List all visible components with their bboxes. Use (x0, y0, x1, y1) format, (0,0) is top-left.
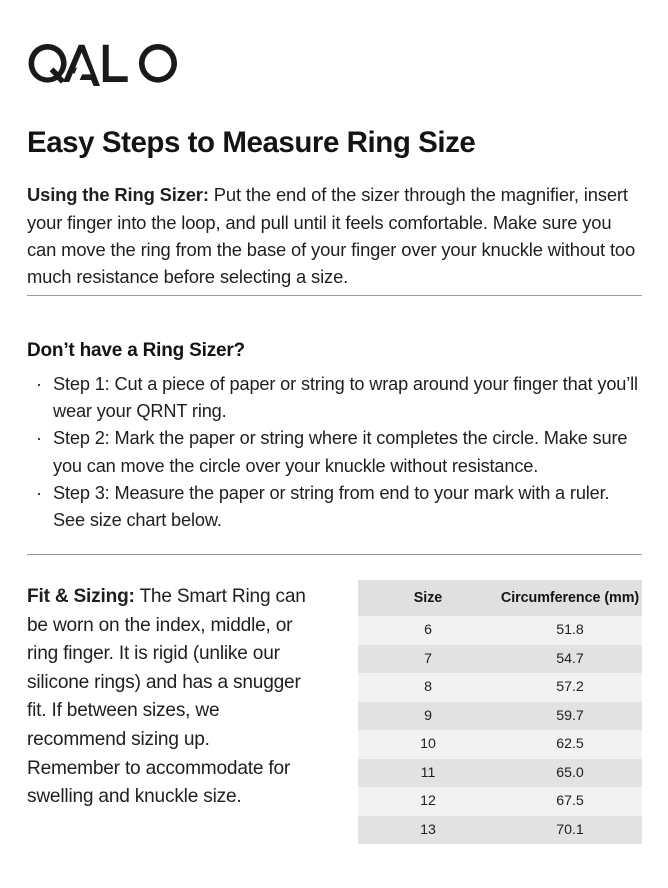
cell-size: 7 (358, 645, 498, 674)
cell-circumference: 67.5 (498, 787, 642, 816)
cell-circumference: 70.1 (498, 816, 642, 845)
table-header-row (358, 580, 642, 616)
cell-size: 11 (358, 759, 498, 788)
no-ring-sizer-heading: Don’t have a Ring Sizer? (27, 339, 245, 361)
cell-circumference: 51.8 (498, 616, 642, 645)
cell-circumference: 54.7 (498, 645, 642, 674)
fit-and-sizing-body-2: Remember to accommodate for swelling and knuckle size. (27, 757, 291, 808)
table-row (358, 759, 642, 788)
qalo-logo (28, 44, 178, 86)
cell-size: 12 (358, 787, 498, 816)
fit-and-sizing-paragraph (27, 583, 317, 812)
list-item (34, 425, 642, 479)
bullet-icon: · (36, 482, 42, 503)
table-row (358, 616, 642, 645)
cell-circumference: 65.0 (498, 759, 642, 788)
list-item-label: Step 3: Measure the paper or string from end to your mark with a ruler. See size chart below. (53, 482, 610, 531)
page-title: Easy Steps to Measure Ring Size (27, 125, 476, 159)
cell-size: 6 (358, 616, 498, 645)
fit-and-sizing-body: The Smart Ring can be worn on the index, middle, or ring finger. It is rigid (unlike our silicone rings) and has a snugger fit. If between sizes, we recommend sizing up. (27, 586, 306, 750)
size-chart-body (358, 616, 642, 844)
using-ring-sizer-body: Put the end of the sizer through the magnifier, insert your finger into the loop, and pull until it feels comfortable. Make sure you can move the ring from the base of your finger over your knuckle without too much resistance before selecting a size. (27, 184, 636, 287)
using-ring-sizer-paragraph (27, 181, 641, 290)
bullet-icon: · (36, 374, 42, 394)
table-row (358, 673, 642, 702)
divider-bottom (27, 554, 642, 555)
bullet-icon: · (36, 428, 42, 449)
list-item (34, 371, 642, 425)
cell-size: 8 (358, 673, 498, 702)
list-item-label: Step 2: Mark the paper or string where it completes the circle. Make sure you can move the circle over your knuckle without resistance. (53, 428, 628, 476)
cell-size: 9 (358, 702, 498, 731)
size-chart-table (358, 580, 642, 844)
cell-size: 13 (358, 816, 498, 845)
table-row (358, 645, 642, 674)
cell-circumference: 57.2 (498, 673, 642, 702)
table-row (358, 787, 642, 816)
list-item (34, 480, 642, 534)
divider-top (27, 295, 642, 296)
column-header-circumference: Circumference (mm) (498, 580, 642, 616)
table-row (358, 702, 642, 731)
table-row (358, 730, 642, 759)
list-item-label: Step 1: Cut a piece of paper or string to wrap around your finger that you’ll wear your QRNT ring. (53, 374, 638, 422)
using-ring-sizer-label: Using the Ring Sizer: (27, 184, 209, 206)
cell-circumference: 62.5 (498, 730, 642, 759)
fit-and-sizing-label: Fit & Sizing: (27, 586, 135, 607)
size-chart-header (358, 580, 642, 616)
cell-size: 10 (358, 730, 498, 759)
table-row (358, 816, 642, 845)
steps-list (34, 371, 642, 534)
column-header-size: Size (358, 580, 498, 616)
cell-circumference: 59.7 (498, 702, 642, 731)
